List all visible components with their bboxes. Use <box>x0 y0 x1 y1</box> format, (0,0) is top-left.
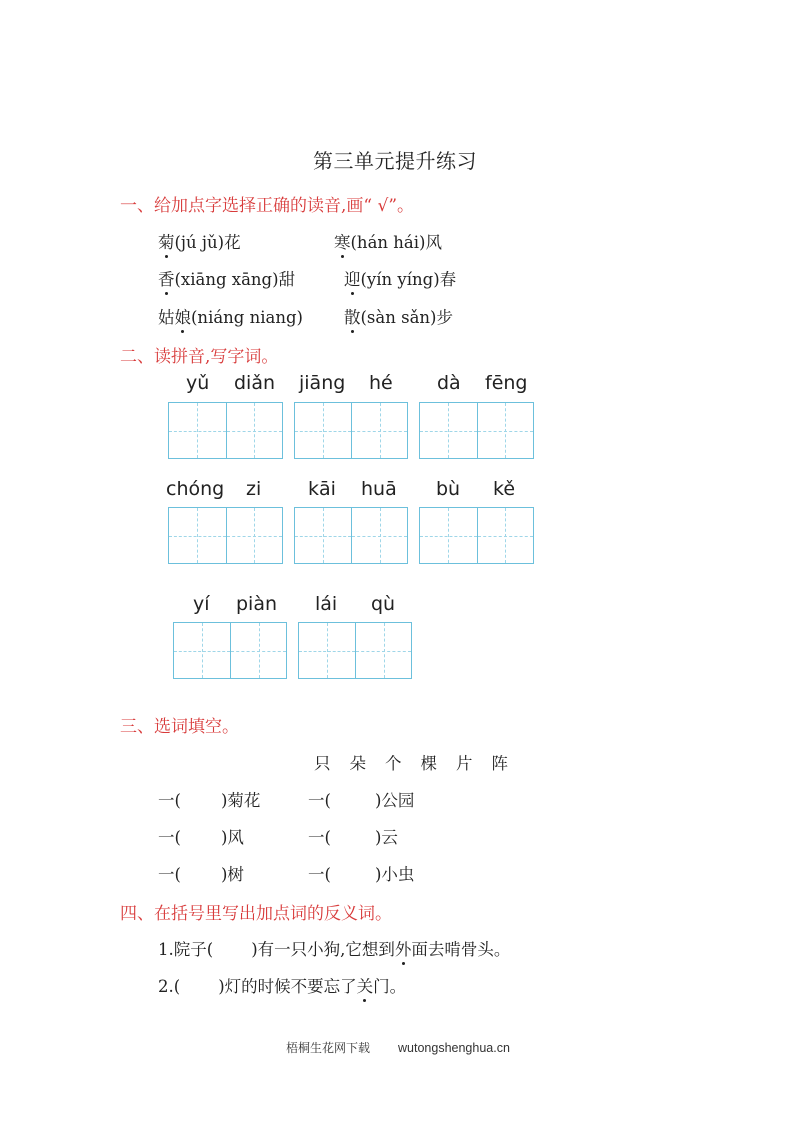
section-1-heading: 一、给加点字选择正确的读音,画“ √”。 <box>120 196 415 216</box>
section-3-heading: 三、选词填空。 <box>120 717 239 737</box>
word-bank-item: 棵 <box>420 754 437 773</box>
pinyin-label: zi <box>246 478 262 500</box>
writing-grid[interactable] <box>168 402 283 459</box>
pinyin-label: dà <box>437 372 461 394</box>
pinyin-options[interactable]: (yín yíng) <box>360 270 440 289</box>
dotted-char: 寒 <box>334 229 351 253</box>
dotted-char: 香 <box>158 266 175 290</box>
pinyin-options[interactable]: (jú jǔ) <box>174 233 225 252</box>
pinyin-label: lái <box>315 593 338 615</box>
pinyin-choice-item: 寒(hán hái)风 <box>334 229 442 253</box>
dotted-char: 菊 <box>158 229 175 253</box>
fill-blank-item: 一( )风 <box>158 828 244 847</box>
fill-blank-item: 一( )树 <box>158 865 244 884</box>
writing-grid[interactable] <box>294 402 408 459</box>
pinyin-label: chóng <box>166 478 225 500</box>
footer <box>286 1039 510 1056</box>
fill-blank-item: 一( )小虫 <box>308 865 415 884</box>
word-bank <box>314 750 508 774</box>
word-bank-item: 只 <box>314 754 331 773</box>
dotted-char: 娘 <box>175 304 192 328</box>
pinyin-label: kāi <box>308 478 336 500</box>
writing-cell[interactable] <box>351 403 407 458</box>
dotted-char: 外 <box>395 936 412 960</box>
footer-url[interactable]: wutongshenghua.cn <box>398 1041 510 1055</box>
writing-cell[interactable] <box>174 623 230 678</box>
writing-grid[interactable] <box>419 402 534 459</box>
writing-cell[interactable] <box>226 508 283 563</box>
pinyin-label: diǎn <box>234 372 276 394</box>
word-bank-item: 阵 <box>491 754 508 773</box>
writing-grid[interactable] <box>294 507 408 564</box>
writing-cell[interactable] <box>351 508 407 563</box>
pinyin-choice-item: 香(xiāng xāng)甜 <box>158 266 295 290</box>
pinyin-options[interactable]: (hán hái) <box>350 233 426 252</box>
pinyin-choice-item: 散(sàn sǎn)步 <box>344 304 453 328</box>
antonym-question-2: 2.( )灯的时候不要忘了关门。 <box>158 973 406 997</box>
pinyin-choice-item: 迎(yín yíng)春 <box>344 266 456 290</box>
pinyin-label: yí <box>193 593 210 615</box>
pinyin-label: qù <box>371 593 396 615</box>
pinyin-label: piàn <box>236 593 278 615</box>
pinyin-label: jiāng <box>299 372 346 394</box>
writing-cell[interactable] <box>169 508 226 563</box>
writing-grid[interactable] <box>419 507 534 564</box>
writing-grid[interactable] <box>173 622 287 679</box>
pinyin-options[interactable]: (sàn sǎn) <box>360 308 437 327</box>
pinyin-label: fēng <box>485 372 528 394</box>
footer-site-name: 梧桐生花网下载 <box>286 1041 371 1055</box>
writing-grid[interactable] <box>298 622 412 679</box>
writing-cell[interactable] <box>226 403 283 458</box>
word-bank-item: 朵 <box>349 754 366 773</box>
writing-cell[interactable] <box>295 508 351 563</box>
writing-cell[interactable] <box>230 623 286 678</box>
pinyin-label: huā <box>361 478 397 500</box>
word-bank-item: 片 <box>456 754 473 773</box>
fill-blank-item: 一( )云 <box>308 828 398 847</box>
antonym-question-1: 1.院子( )有一只小狗,它想到外面去啃骨头。 <box>158 936 510 960</box>
writing-cell[interactable] <box>295 403 351 458</box>
section-2-heading: 二、读拼音,写字词。 <box>120 347 279 367</box>
pinyin-options[interactable]: (niáng niang) <box>191 308 303 327</box>
dotted-char: 迎 <box>344 266 361 290</box>
dotted-char: 关 <box>357 973 374 997</box>
pinyin-choice-item: 菊(jú jǔ)花 <box>158 229 241 253</box>
fill-blank-item: 一( )菊花 <box>158 791 261 810</box>
section-4-heading: 四、在括号里写出加点词的反义词。 <box>120 904 392 924</box>
pinyin-options[interactable]: (xiāng xāng) <box>174 270 279 289</box>
writing-cell[interactable] <box>169 403 226 458</box>
fill-blank-item: 一( )公园 <box>308 791 415 810</box>
writing-cell[interactable] <box>355 623 411 678</box>
writing-cell[interactable] <box>420 403 477 458</box>
writing-cell[interactable] <box>420 508 477 563</box>
writing-cell[interactable] <box>299 623 355 678</box>
writing-cell[interactable] <box>477 508 534 563</box>
pinyin-label: kě <box>493 478 516 500</box>
pinyin-label: bù <box>436 478 461 500</box>
writing-grid[interactable] <box>168 507 283 564</box>
pinyin-label: yǔ <box>186 372 210 394</box>
pinyin-label: hé <box>369 372 393 394</box>
dotted-char: 散 <box>344 304 361 328</box>
writing-cell[interactable] <box>477 403 534 458</box>
word-bank-item: 个 <box>385 754 402 773</box>
page-title: 第三单元提升练习 <box>313 149 477 173</box>
pinyin-choice-item: 姑娘(niáng niang) <box>158 304 303 328</box>
